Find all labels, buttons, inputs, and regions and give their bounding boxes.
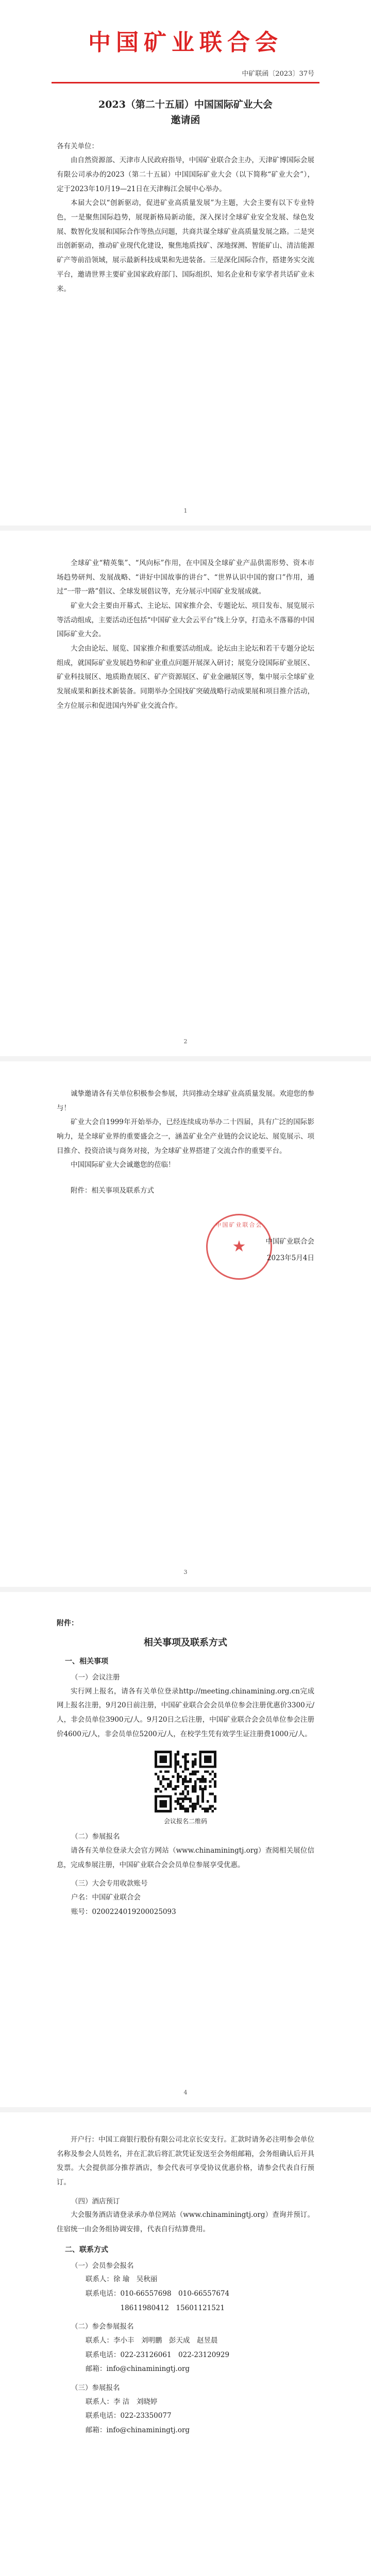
page-2: [0, 531, 371, 1056]
paragraph: 开户行：中国工商银行股份有限公司北京长安支行。汇款时请务必注明参会单位名称及参会人员姓名，并在汇款后将汇款凭证发送至会务组邮箱，会务组确认后开具发票。大会提供部分推荐酒店，参会代表可享受协议优惠价格，请参会代表自行预订。: [57, 2136, 314, 2187]
page-number: 2: [183, 1038, 188, 1045]
attachment-label: 附件：: [57, 1619, 78, 1628]
paragraph: 请各有关单位登录大会官方网站（www.chinaminingtj.org）查阅相关展位信息，完成参展注册，中国矿业联合会会员单位参展享受优惠。: [57, 1846, 314, 1869]
page-3: [0, 1061, 371, 1587]
document-number: 中矿联函〔2023〕37号: [242, 70, 314, 78]
page-4: [0, 1592, 371, 2107]
paragraph: 大会服务酒店请登录承办单位网站（www.chinaminingtj.org）查询并预订。住宿统一由会务组协调安排，代表自行结算费用。: [57, 2211, 314, 2233]
bank-account-name: 户名：中国矿业联合会: [71, 1893, 141, 1902]
subsection-heading: （三）大会专用收款账号: [71, 1879, 148, 1888]
contact-phone: 联系电话：022-23126061 022-23120929: [86, 2350, 230, 2359]
qr-code-icon[interactable]: [155, 1751, 216, 1812]
contact-phone: 联系电话：010-66557698 010-66557674: [86, 2289, 230, 2298]
attachment-reference: 附件：相关事项及联系方式: [71, 1187, 154, 1195]
paragraph: 矿业大会主要由开幕式、主论坛、国家推介会、专题论坛、项目发布、展览展示等活动组成，主要活动还包括“中国矿业大会云平台”线上分享，打造永不落幕的中国国际矿业大会。: [57, 602, 314, 639]
signature-block: [57, 1221, 314, 1296]
subsection-heading: （二）参展报名: [71, 1833, 120, 1841]
signing-organization: 中国矿业联合会: [265, 1237, 314, 1246]
salutation: 各有关单位：: [57, 142, 98, 150]
star-icon: ★: [232, 1238, 246, 1256]
bank-account-number: 账号：0200224019200025093: [71, 1907, 176, 1916]
paragraph: 全球矿业“精英集”、“风向标”作用，在中国及全球矿业产品供需形势、资本市场趋势研判、发展战略、“讲好中国故事的讲台”、“世界认识中国的窗口”作用，通过“一带一路”倡议、全球发展倡议等，充分展示中国矿业发展成就。: [57, 559, 314, 596]
subsection-heading: （一）会议注册: [71, 1673, 120, 1682]
official-seal: [206, 1214, 272, 1280]
contact-people: 联系人：李 洁 刘晓婷: [86, 2397, 158, 2406]
paragraph: 矿业大会自1999年开始举办，已经连续成功举办二十四届，具有广泛的国际影响力，是全球矿业界的重要盛会之一，涵盖矿业全产业链的会议论坛、展览展示、项目推介、投资洽谈与商务对接，为全球矿业界搭建了交流合作的重要平台。: [57, 1118, 314, 1155]
paragraph: 实行网上报名，请各有关单位登录http://meeting.chinamining.org.cn完成网上报名注册，9月20日前注册，中国矿业联合会会员单位参会注册优惠价3300元/人，非会员单位3900元/人。9月20日之后注册，中国矿业联合会会员单位参会注册价4600元/人，非会员单位5200元/人，在校学生凭有效学生证注册费1000元/人。: [57, 1687, 314, 1738]
section-heading: 一、相关事项: [65, 1657, 108, 1666]
contact-email[interactable]: 邮箱：info@chinaminingtj.org: [86, 2365, 190, 2374]
page-number: 1: [183, 507, 188, 514]
invitation-title: 2023（第二十五届）中国国际矿业大会 邀请函: [98, 99, 273, 126]
paragraph: 诚挚邀请各有关单位积极参会参展，共同推动全球矿业高质量发展。欢迎您的参与！: [57, 1090, 314, 1112]
letterhead-org-name: 中国矿业联合会: [88, 29, 283, 56]
letterhead-divider: [52, 82, 319, 83]
contact-heading: （一）会员参会报名: [71, 2261, 134, 2270]
subsection-heading: （四）酒店预订: [71, 2197, 120, 2206]
paragraph: 大会由论坛、展览、国家推介和重要活动组成。论坛由主论坛和若干专题分论坛组成，就国际矿业发展趋势和矿业重点问题开展深入研讨；展览分设国际矿业展区、矿业科技展区、地质勘查展区、矿产资源展区、矿业金融展区等，集中展示全球矿业发展成果和新技术新装备。同期举办全国找矿突破战略行动成果展和项目推介活动，全方位展示和促进国内外矿业交流合作。: [57, 645, 314, 710]
attachment-title: 相关事项及联系方式: [144, 1637, 227, 1648]
contact-heading: （三）参展报名: [71, 2383, 120, 2392]
page-number: 3: [183, 1569, 188, 1575]
page-number: 4: [183, 2089, 188, 2096]
contact-people: 联系人：徐 瑜 吴秋丽: [86, 2275, 158, 2284]
paragraph: 由自然资源部、天津市人民政府指导，中国矿业联合会主办，天津矿博国际会展有限公司承办的2023（第二十五届）中国国际矿业大会（以下简称“矿业大会”），定于2023年10月19—21日在天津梅江会展中心举办。: [57, 156, 314, 193]
qr-code-block: [152, 1751, 219, 1825]
contact-heading: （二）参会参展报名: [71, 2323, 134, 2331]
paragraph: 本届大会以“创新驱动，促进矿业高质量发展”为主题，大会主要有以下专业特色，一是聚焦国际趋势，展现新格局新动能，深入探讨全球矿业安全发展、绿色发展、数智化发展和国际合作等热点问题，共商共谋全球矿业高质量发展之路。二是突出创新驱动，推动矿业现代化建设，聚焦地质找矿、深地探测、智能矿山、清洁能源矿产等前沿领域，展示最新科技成果和先进装备。三是深化国际合作，搭建务实交流平台，邀请世界主要矿业国家政府部门、国际组织、知名企业和专家学者共话矿业未来。: [57, 199, 314, 293]
qr-caption: 会议报名二维码: [163, 1818, 207, 1825]
signing-date: 2023年5月4日: [266, 1253, 314, 1262]
contact-phone: 18611980412 15601121521: [86, 2303, 225, 2312]
paragraph: 中国国际矿业大会诚邀您的莅临！: [71, 1161, 175, 1170]
contact-email[interactable]: 邮箱：info@chinaminingtj.org: [86, 2426, 190, 2434]
contact-people: 联系人：李小丰 刘明鹏 彭天成 赵昱晨: [86, 2336, 218, 2345]
page-5: [0, 2112, 371, 2576]
seal-text: 中国矿业联合会: [215, 1221, 263, 1228]
contact-phone: 联系电话：022-23350077: [86, 2412, 172, 2420]
section-heading: 二、联系方式: [65, 2245, 108, 2254]
page-1: [0, 0, 371, 526]
